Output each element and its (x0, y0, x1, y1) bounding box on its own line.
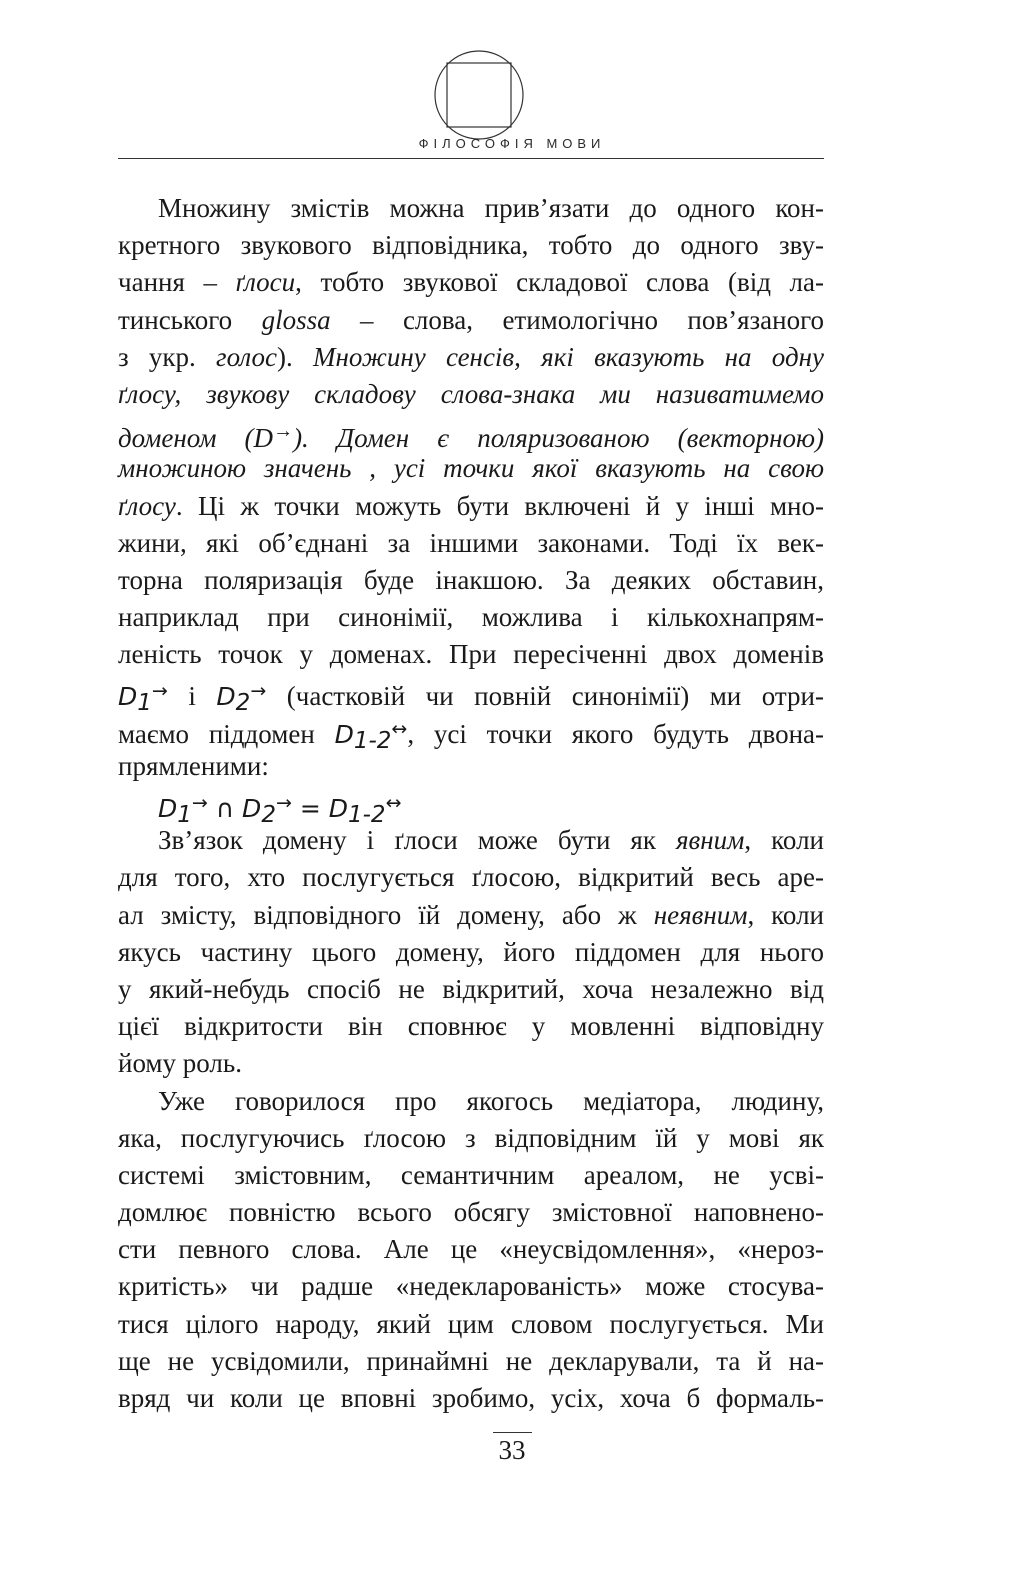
body-line: Множину змістів можна прив’язати до одного кон- (158, 193, 824, 223)
body-line: торна поляризація буде інакшою. За деяких обставин, (118, 564, 824, 595)
header-rule (118, 158, 824, 159)
body-line: кретного звукового відповідника, тобто до одного зву- (118, 230, 824, 261)
page-number: 33 (493, 1432, 532, 1467)
body-line: ґлосу. Ці ж точки можуть бути включені й у інші мно- (118, 490, 824, 521)
body-line: ал змісту, відповідного їй домену, або ж неявним, коли (118, 899, 824, 930)
holos-term: голос (216, 341, 277, 372)
body-line: ще не усвідомили, принаймні не декларували, та й на- (118, 1345, 824, 1376)
body-line: цієї відкритости він сповнює у мовленні відповідну (118, 1011, 824, 1042)
body-line: леність точок у доменах. При пересіченні двох доменів (118, 639, 824, 670)
body-line: прямленими: (118, 750, 269, 781)
glossa-term: glossa (261, 304, 331, 335)
body-line: тися цілого народу, який цим словом послугується. Ми (118, 1308, 824, 1339)
body-line: сти певного слова. Але це «неусвідомлення», «нероз- (118, 1234, 824, 1265)
body-line: маємо піддомен $D_{1-2}^\leftrightarrow$, усі точки якого будуть двона- (118, 717, 825, 754)
body-line: доменом (D→). Домен є поляризованою (векторною) (118, 420, 824, 454)
body-line: Уже говорилося про якогось медіатора, людину, (158, 1085, 824, 1116)
domain-d2: $D_2^\to$ (216, 680, 267, 717)
circle-square-emblem-icon (433, 49, 525, 141)
body-line: вряд чи коли це вповні зробимо, усіх, хоча б формаль- (118, 1383, 824, 1413)
subdomain-d12: $D_{1-2}^\leftrightarrow$ (334, 717, 408, 754)
body-line: ґлосу, звукову складову слова-знака ми називатимемо (118, 378, 824, 409)
body-line: $D_1^\to$ і $D_2^\to$ (частковій чи повній синонімії) ми отри- (118, 680, 824, 717)
body-line: множиною значень , усі точки якої вказують на свою (118, 453, 824, 484)
body-line: системі змістовним, семантичним ареалом, не усві- (118, 1159, 824, 1190)
body-line: домлює повністю всього обсягу змістовної наповнено- (118, 1197, 824, 1228)
glosa-term: ґлоси (235, 267, 296, 298)
body-line: жини, які об’єднані за іншими законами. Тоді їх век- (118, 527, 824, 558)
intersection-formula: $D_1^\to$ ∩ $D_2^\to = D_{1-2}^\leftrightarrow$ (158, 792, 402, 828)
body-line: якусь частину цього домену, його піддомен для нього (118, 936, 824, 967)
body-line: наприклад при синонімії, можлива і кількохнапрям- (118, 602, 824, 633)
body-line: чання – ґлоси, тобто звукової складової слова (від ла- (118, 267, 824, 298)
body-line: яка, послугуючись ґлосою з відповідним їй у мові як (118, 1122, 824, 1153)
body-line: для того, хто послугується ґлосою, відкритий весь аре- (118, 862, 824, 893)
italic-definition: Множину сенсів, які вказують на одну (312, 341, 824, 372)
running-head: ФІЛОСОФІЯ МОВИ (418, 136, 606, 151)
domain-d1: $D_1^\to$ (118, 680, 168, 717)
implicit-term: неявним (653, 899, 748, 930)
body-line: у який-небудь спосіб не відкритий, хоча незалежно від (118, 973, 824, 1004)
body-line: критість» чи радше «недекларованість» може стосува- (118, 1271, 824, 1302)
body-line: тинського glossa – слова, етимологічно пов’язаного (118, 304, 825, 335)
page-body (118, 190, 824, 1417)
body-line: йому роль. (118, 1048, 242, 1079)
explicit-term: явним (676, 825, 745, 856)
body-line: Зв’язок домену і ґлоси може бути як явним, коли (158, 825, 824, 856)
page-footer (0, 1432, 1024, 1467)
body-line: з укр. голос). Множину сенсів, які вказують на одну (118, 341, 824, 372)
